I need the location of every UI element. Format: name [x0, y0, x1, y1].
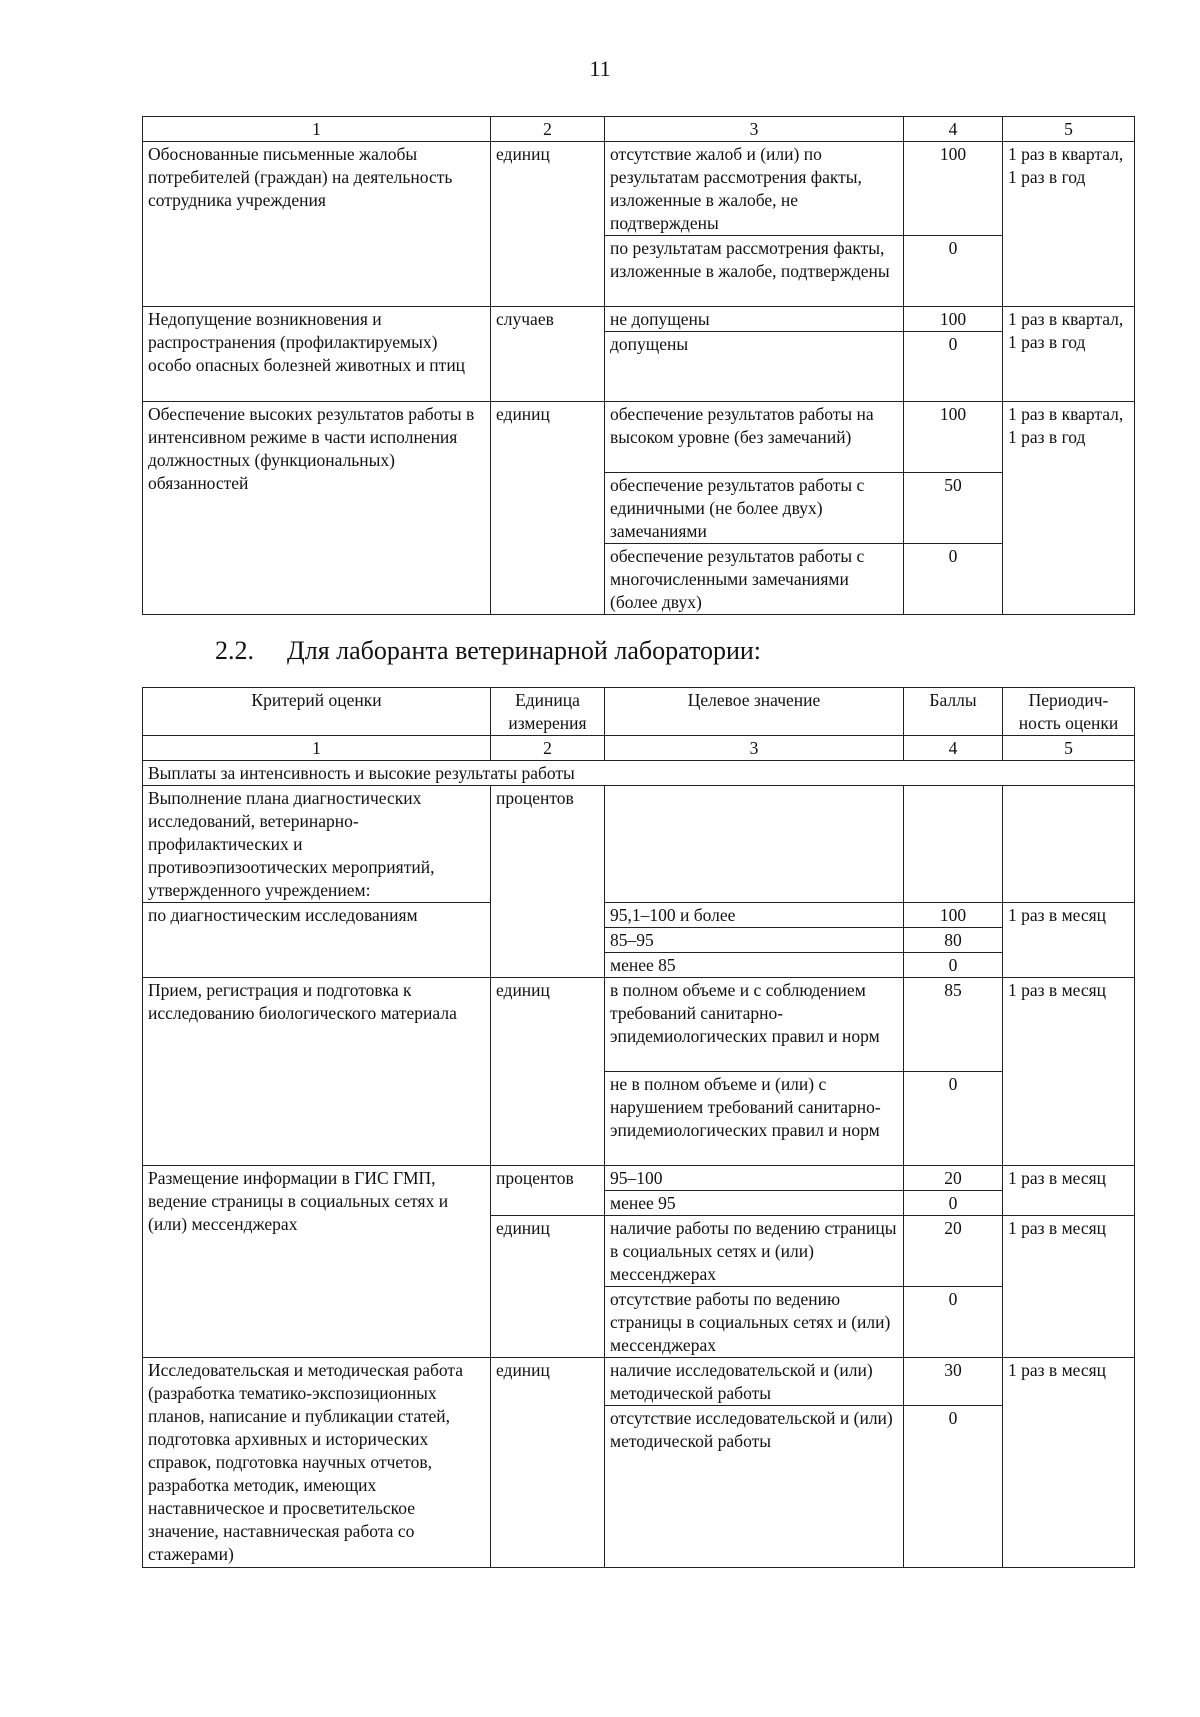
table-row: [143, 1358, 1135, 1406]
criterion-cell: Выполнение плана диагностических исследований, ветеринарно-профилактических и противоэпизоотических мероприятий, утвержденного учреждением:: [143, 786, 491, 903]
table-row: [143, 142, 1135, 236]
points-cell: 50: [904, 473, 1003, 544]
target-value-cell: не допущены: [605, 307, 904, 332]
table-row: [143, 903, 1135, 928]
header-unit: Единица измерения: [491, 688, 605, 736]
table-row: [143, 402, 1135, 473]
target-value-cell: менее 85: [605, 953, 904, 978]
column-number-row: [143, 736, 1135, 761]
target-value-cell: отсутствие исследовательской и (или) методической работы: [605, 1406, 904, 1568]
points-cell: 100: [904, 903, 1003, 928]
target-value-cell: менее 95: [605, 1191, 904, 1216]
table-row: [143, 978, 1135, 1072]
col-number: 3: [605, 736, 904, 761]
periodicity-cell: 1 раз в месяц: [1003, 903, 1135, 978]
points-cell: 0: [904, 1072, 1003, 1166]
unit-cell: единиц: [491, 978, 605, 1166]
unit-cell: единиц: [491, 142, 605, 307]
target-value-cell: в полном объеме и с соблюдением требований санитарно-эпидемиологических правил и норм: [605, 978, 904, 1072]
target-value-cell: по результатам рассмотрения факты, изложенные в жалобе, подтверждены: [605, 236, 904, 307]
periodicity-cell: 1 раз в квартал, 1 раз в год: [1003, 142, 1135, 307]
unit-cell: единиц: [491, 1358, 605, 1568]
col-number: 4: [904, 736, 1003, 761]
criterion-cell: Прием, регистрация и подготовка к исследованию биологического материала: [143, 978, 491, 1166]
header-periodicity: Периодич-ность оценки: [1003, 688, 1135, 736]
section-heading: [215, 636, 761, 666]
sub-criterion-cell: по диагностическим исследованиям: [143, 903, 491, 978]
criterion-cell: Обоснованные письменные жалобы потребителей (граждан) на деятельность сотрудника учреждения: [143, 142, 491, 307]
header-criterion: Критерий оценки: [143, 688, 491, 736]
unit-cell: единиц: [491, 402, 605, 615]
points-cell: 0: [904, 332, 1003, 402]
target-value-cell: 95,1–100 и более: [605, 903, 904, 928]
unit-cell: процентов: [491, 786, 605, 978]
target-value-cell: отсутствие жалоб и (или) по результатам рассмотрения факты, изложенные в жалобе, не подтверждены: [605, 142, 904, 236]
points-cell: 100: [904, 307, 1003, 332]
criterion-cell: Обеспечение высоких результатов работы в интенсивном режиме в части исполнения должностных (функциональных) обязанностей: [143, 402, 491, 615]
table-row: [143, 307, 1135, 332]
points-cell: 0: [904, 953, 1003, 978]
column-number-row: [143, 117, 1135, 142]
table-row: [143, 786, 1135, 903]
header-row: [143, 688, 1135, 736]
group-title: Выплаты за интенсивность и высокие результаты работы: [143, 761, 1135, 786]
periodicity-cell: 1 раз в месяц: [1003, 1166, 1135, 1216]
col-number: 4: [904, 117, 1003, 142]
points-cell: [904, 786, 1003, 903]
periodicity-cell: 1 раз в месяц: [1003, 1216, 1135, 1358]
page-number: 11: [589, 56, 611, 81]
points-cell: 80: [904, 928, 1003, 953]
points-cell: 0: [904, 1287, 1003, 1358]
points-cell: 0: [904, 236, 1003, 307]
target-value-cell: отсутствие работы по ведению страницы в социальных сетях и (или) мессенджерах: [605, 1287, 904, 1358]
col-number: 5: [1003, 117, 1135, 142]
periodicity-cell: [1003, 786, 1135, 903]
target-value-cell: наличие исследовательской и (или) методической работы: [605, 1358, 904, 1406]
group-title-row: [143, 761, 1135, 786]
unit-cell: процентов: [491, 1166, 605, 1216]
section-number: 2.2.: [215, 636, 254, 665]
target-value-cell: [605, 786, 904, 903]
unit-cell: случаев: [491, 307, 605, 402]
col-number: 2: [491, 117, 605, 142]
col-number: 1: [143, 117, 491, 142]
col-number: 2: [491, 736, 605, 761]
target-value-cell: 85–95: [605, 928, 904, 953]
target-value-cell: допущены: [605, 332, 904, 402]
target-value-cell: обеспечение результатов работы с единичными (не более двух) замечаниями: [605, 473, 904, 544]
target-value-cell: обеспечение результатов работы на высоком уровне (без замечаний): [605, 402, 904, 473]
points-cell: 0: [904, 1191, 1003, 1216]
periodicity-cell: 1 раз в месяц: [1003, 978, 1135, 1166]
periodicity-cell: 1 раз в квартал, 1 раз в год: [1003, 307, 1135, 402]
col-number: 3: [605, 117, 904, 142]
col-number: 5: [1003, 736, 1135, 761]
points-cell: 85: [904, 978, 1003, 1072]
col-number: 1: [143, 736, 491, 761]
table-row: [143, 1166, 1135, 1191]
points-cell: 30: [904, 1358, 1003, 1406]
points-cell: 20: [904, 1166, 1003, 1191]
target-value-cell: 95–100: [605, 1166, 904, 1191]
section-title: Для лаборанта ветеринарной лаборатории:: [287, 636, 762, 665]
points-cell: 20: [904, 1216, 1003, 1287]
points-cell: 100: [904, 142, 1003, 236]
header-points: Баллы: [904, 688, 1003, 736]
header-target-value: Целевое значение: [605, 688, 904, 736]
points-cell: 100: [904, 402, 1003, 473]
unit-cell: единиц: [491, 1216, 605, 1358]
target-value-cell: обеспечение результатов работы с многочисленными замечаниями (более двух): [605, 544, 904, 615]
target-value-cell: не в полном объеме и (или) с нарушением требований санитарно-эпидемиологических правил и норм: [605, 1072, 904, 1166]
lab-assistant-criteria-table: [142, 687, 1135, 1568]
criterion-cell: Недопущение возникновения и распространения (профилактируемых) особо опасных болезней животных и птиц: [143, 307, 491, 402]
periodicity-cell: 1 раз в месяц: [1003, 1358, 1135, 1568]
criterion-cell: Исследовательская и методическая работа (разработка тематико-экспозиционных планов, написание и публикации статей, подготовка архивных и исторических справок, подготовка научных отчетов, разработка методик, имеющих наставническое и просветительское значение, наставническая работа со стажерами): [143, 1358, 491, 1568]
criterion-cell: Размещение информации в ГИС ГМП, ведение страницы в социальных сетях и (или) мессенджерах: [143, 1166, 491, 1358]
points-cell: 0: [904, 1406, 1003, 1568]
periodicity-cell: 1 раз в квартал, 1 раз в год: [1003, 402, 1135, 615]
points-cell: 0: [904, 544, 1003, 615]
criteria-table-continued: [142, 116, 1135, 615]
target-value-cell: наличие работы по ведению страницы в социальных сетях и (или) мессенджерах: [605, 1216, 904, 1287]
